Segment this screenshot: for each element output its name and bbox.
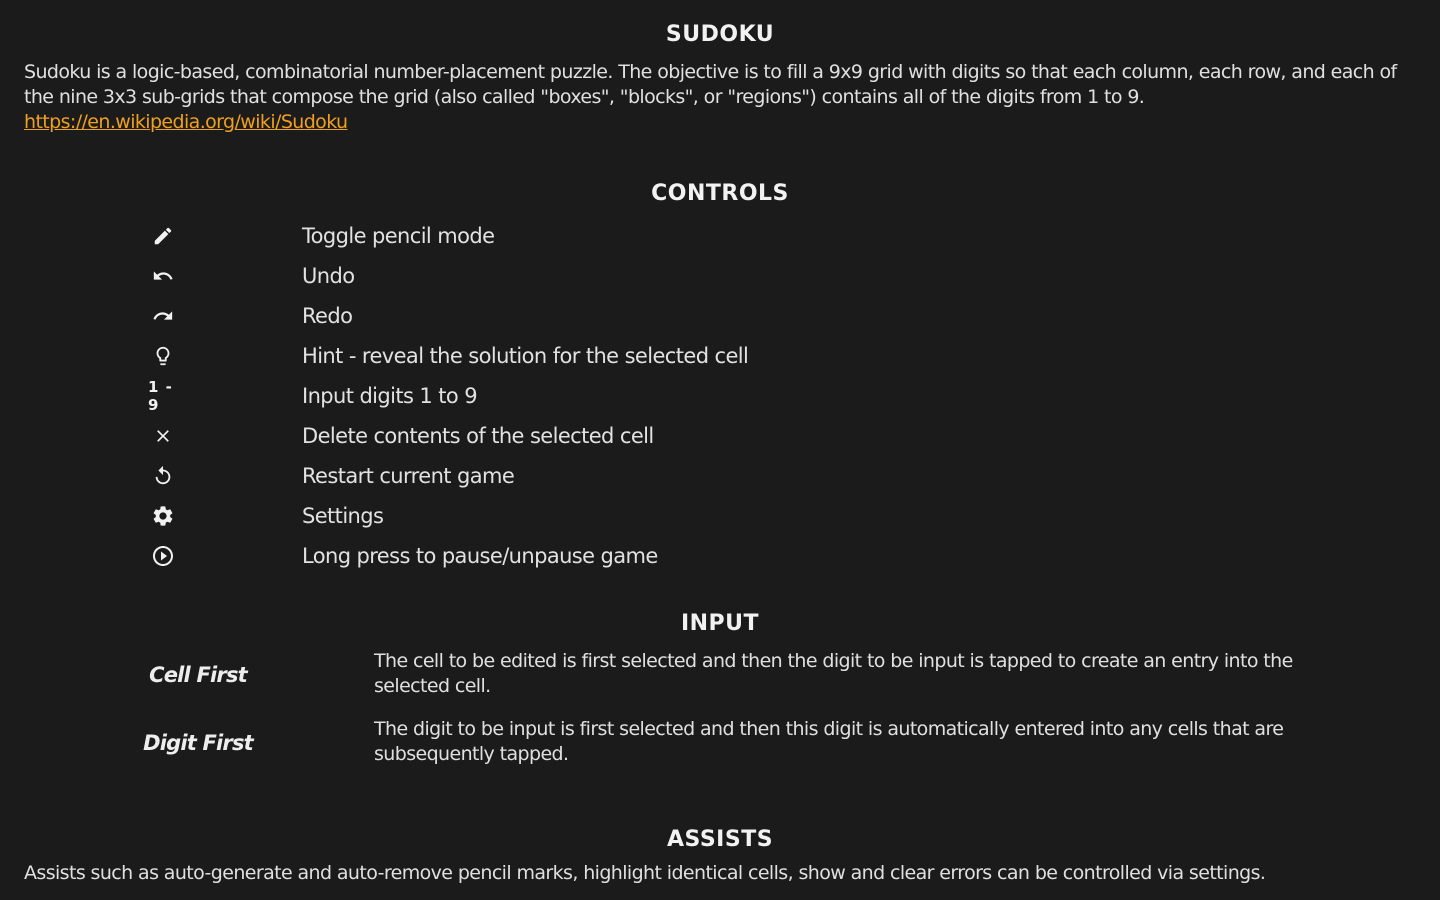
control-label: Toggle pencil mode	[302, 224, 495, 248]
control-row-redo	[24, 297, 1416, 337]
control-label: Settings	[302, 504, 384, 528]
close-icon	[148, 423, 178, 449]
control-label: Long press to pause/unpause game	[302, 544, 658, 568]
wikipedia-link[interactable]: https://en.wikipedia.org/wiki/Sudoku	[24, 111, 348, 133]
pencil-icon	[148, 223, 178, 249]
control-row-hint	[24, 337, 1416, 377]
control-row-pencil	[24, 217, 1416, 257]
input-heading: INPUT	[680, 611, 760, 636]
control-label: Undo	[302, 264, 355, 288]
input-mode-name: Digit First	[143, 731, 253, 755]
intro-description: Sudoku is a logic-based, combinatorial number-placement puzzle. The objective is to fill a 9x9 grid with digits so that each column, each row, and each of the nine 3x3 sub-grids that compose the grid (also called "boxes", "blocks", or "regions") contains all of the digits from 1 to 9.	[24, 61, 1397, 108]
digits-glyph: 1 - 9	[148, 378, 173, 414]
redo-icon	[148, 303, 178, 329]
control-label: Delete contents of the selected cell	[302, 424, 654, 448]
assists-heading: ASSISTS	[666, 827, 774, 852]
restart-icon	[148, 463, 178, 489]
control-label: Restart current game	[302, 464, 515, 488]
controls-heading: CONTROLS	[651, 181, 789, 206]
input-mode-description: The digit to be input is first selected and then this digit is automatically entered into any cells that are subsequently tapped.	[374, 718, 1284, 765]
input-mode-name: Cell First	[149, 663, 247, 687]
page-title: SUDOKU	[665, 22, 775, 47]
assists-description: Assists such as auto-generate and auto-remove pencil marks, highlight identical cells, show and clear errors can be controlled via settings.	[24, 862, 1266, 884]
control-row-digits	[24, 377, 1416, 417]
digits-icon	[148, 378, 178, 414]
input-modes	[24, 649, 1416, 785]
control-label: Redo	[302, 304, 353, 328]
control-label: Input digits 1 to 9	[302, 384, 477, 408]
control-row-delete	[24, 417, 1416, 457]
input-mode-digit-first	[24, 717, 1416, 785]
input-mode-description: The cell to be edited is first selected and then the digit to be input is tapped to create an entry into the selected cell.	[374, 650, 1293, 697]
control-row-pause	[24, 537, 1416, 577]
control-label: Hint - reveal the solution for the selected cell	[302, 344, 749, 368]
controls-list	[24, 217, 1416, 577]
lightbulb-icon	[148, 343, 178, 369]
control-row-restart	[24, 457, 1416, 497]
input-mode-cell-first	[24, 649, 1416, 717]
control-row-undo	[24, 257, 1416, 297]
play-circle-icon	[148, 543, 178, 569]
undo-icon	[148, 263, 178, 289]
gear-icon	[148, 503, 178, 529]
control-row-settings	[24, 497, 1416, 537]
